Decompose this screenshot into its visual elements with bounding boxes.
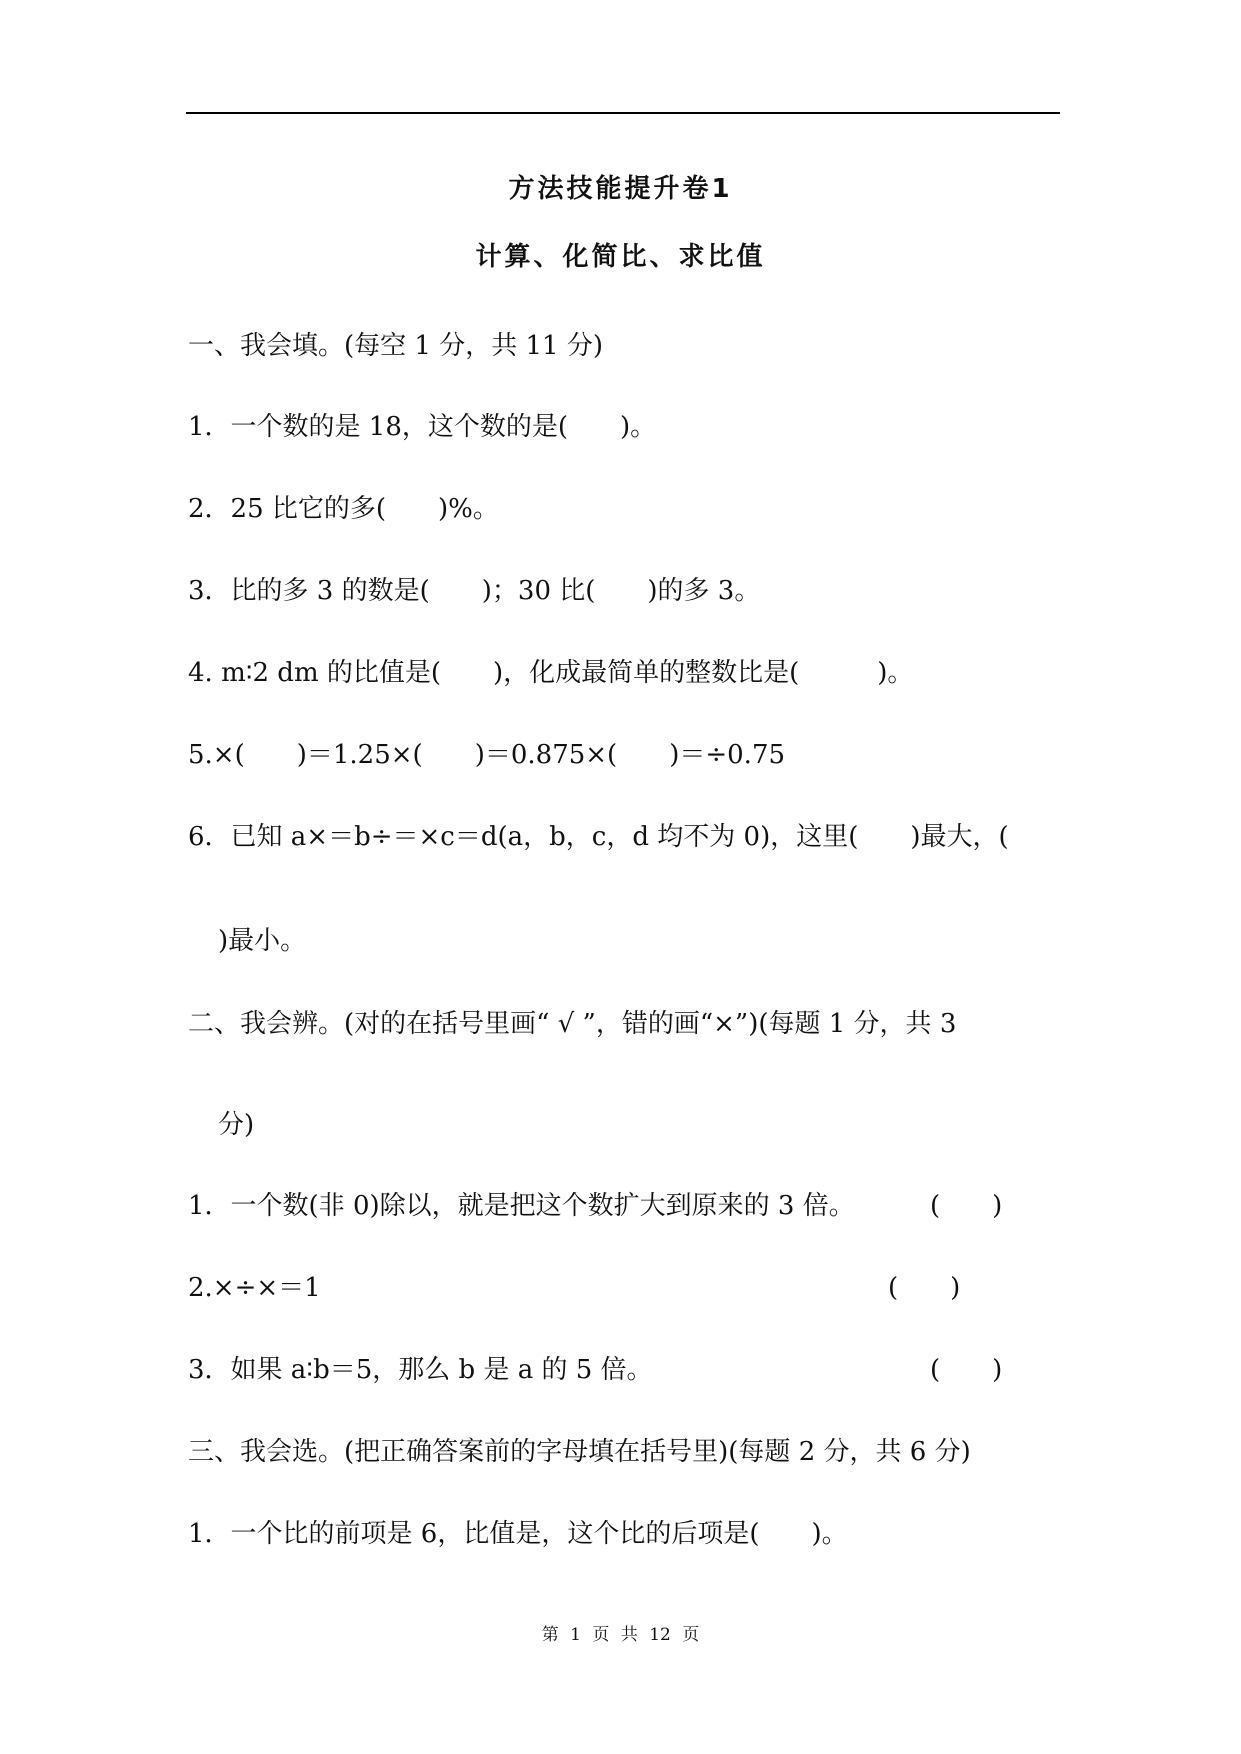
question-1-5: 5.×( )＝1.25×( )＝0.875×( )＝÷0.75: [188, 740, 786, 770]
answer-bracket-2-2: ( ): [888, 1273, 961, 1303]
question-1-1: 1．一个数的是 18，这个数的是( )。: [188, 412, 657, 442]
answer-bracket-2-1: ( ): [930, 1191, 1003, 1221]
section-3-heading: 三、我会选。(把正确答案前的字母填在括号里)(每题 2 分，共 6 分): [188, 1437, 971, 1467]
question-2-3: 3．如果 a∶b＝5，那么 b 是 a 的 5 倍。: [188, 1355, 653, 1385]
section-2-heading: 二、我会辨。(对的在括号里画“ √ ”，错的画“×”)(每题 1 分，共 3: [188, 1009, 957, 1039]
section-2-heading-cont: 分): [218, 1110, 255, 1140]
page-number: 第 1 页 共 12 页: [541, 1625, 700, 1645]
question-2-1: 1．一个数(非 0)除以，就是把这个数扩大到原来的 3 倍。: [188, 1191, 855, 1221]
question-1-3: 3．比的多 3 的数是( )；30 比( )的多 3。: [188, 576, 761, 606]
question-1-6: 6．已知 a×＝b÷＝×c＝d(a，b，c，d 均不为 0)，这里( )最大，(: [188, 822, 1009, 852]
page-subtitle: 计算、化简比、求比值: [475, 242, 766, 272]
question-3-1: 1．一个比的前项是 6，比值是，这个比的后项是( )。: [188, 1519, 848, 1549]
header-rule: [186, 112, 1060, 114]
question-2-2: 2.×÷×＝1: [188, 1273, 321, 1303]
answer-bracket-2-3: ( ): [930, 1355, 1003, 1385]
section-1-heading: 一、我会填。(每空 1 分，共 11 分): [188, 331, 603, 361]
question-1-6-cont: )最小。: [218, 926, 307, 956]
question-1-4: 4. m∶2 dm 的比值是( )，化成最简单的整数比是( )。: [188, 658, 914, 688]
question-1-2: 2．25 比它的多( )%。: [188, 494, 499, 524]
page-title: 方法技能提升卷1: [508, 174, 733, 204]
